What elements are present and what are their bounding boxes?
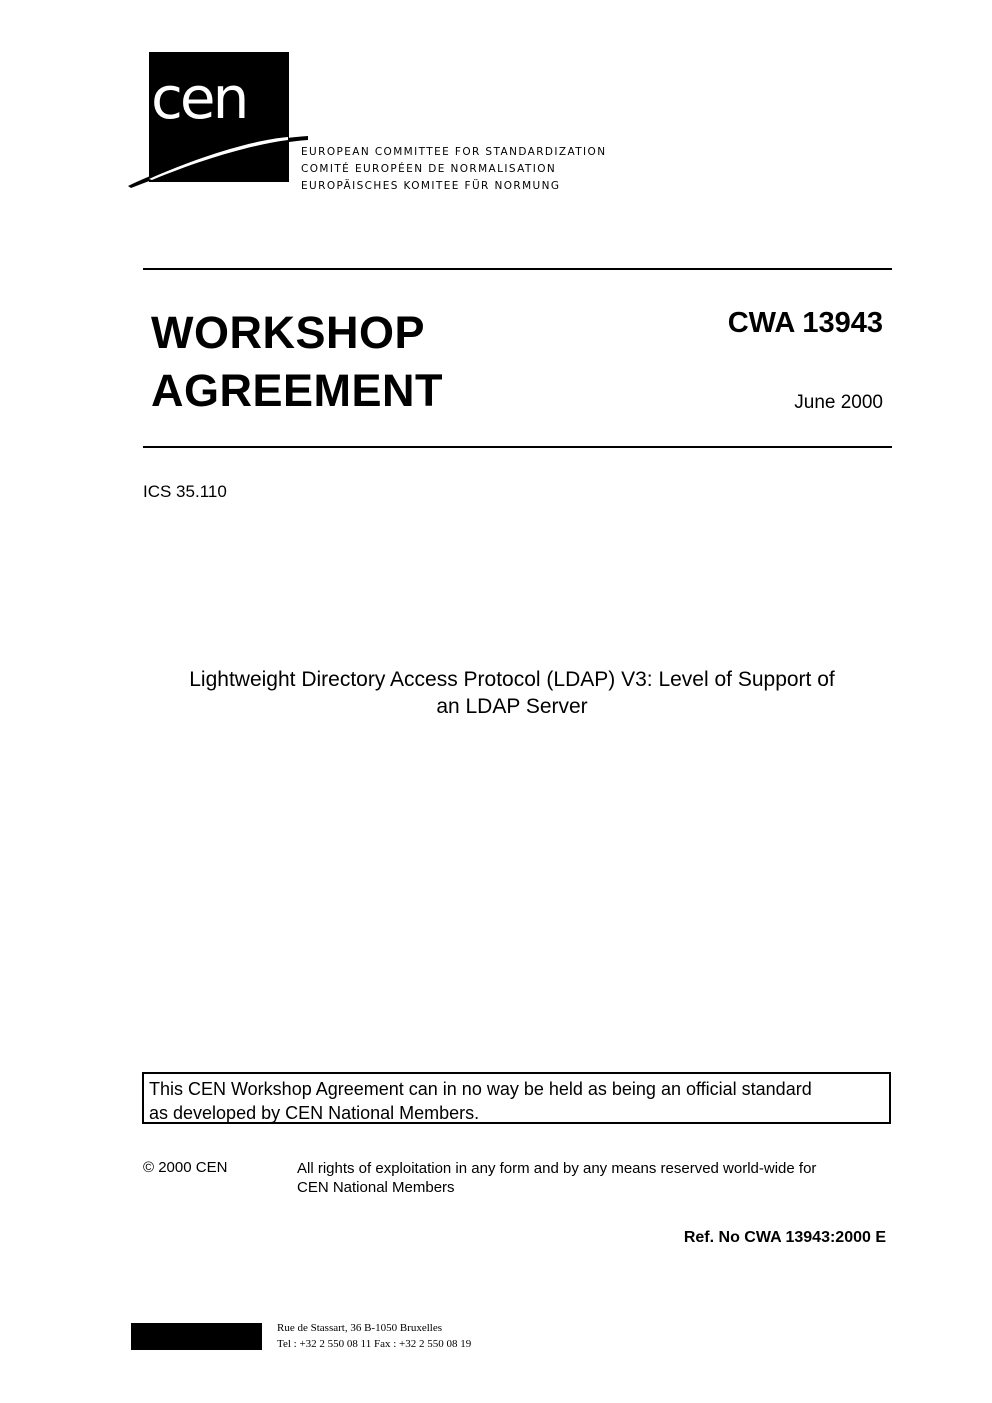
rights-statement (297, 1159, 897, 1197)
disclaimer-box (142, 1072, 891, 1124)
copyright-notice: © 2000 CEN (143, 1159, 228, 1176)
rights-line1: All rights of exploitation in any form and by any means reserved world-wide for (297, 1160, 817, 1177)
document-type (151, 304, 443, 420)
org-name-en: EUROPEAN COMMITTEE FOR STANDARDIZATION (301, 146, 607, 158)
rights-line2: CEN National Members (297, 1179, 455, 1196)
document-number: CWA 13943 (727, 307, 883, 339)
title-line1: Lightweight Directory Access Protocol (LDAP) V3: Level of Support of (189, 668, 835, 691)
footer-bar (131, 1323, 262, 1350)
footer-phone-fax: Tel : +32 2 550 08 11 Fax : +32 2 550 08 19 (277, 1338, 472, 1350)
cen-logo-icon (128, 52, 310, 192)
disclaimer-line1: This CEN Workshop Agreement can in no way be held as being an official standard (149, 1079, 812, 1099)
doc-type-line2: AGREEMENT (151, 365, 444, 416)
logo-wordmark: cen (151, 64, 247, 132)
org-name-fr: COMITÉ EUROPÉEN DE NORMALISATION (301, 163, 557, 175)
bottom-rule (143, 446, 892, 448)
top-rule (143, 268, 892, 270)
disclaimer-line2: as developed by CEN National Members. (149, 1103, 480, 1123)
reference-number: Ref. No CWA 13943:2000 E (683, 1229, 886, 1246)
title-line2: an LDAP Server (436, 695, 588, 718)
logo-swoosh (128, 136, 308, 188)
doc-type-line1: WORKSHOP (151, 307, 425, 358)
ics-code: ICS 35.110 (143, 482, 227, 501)
document-date: June 2000 (794, 392, 883, 413)
document-title (140, 666, 884, 720)
org-name-de: EUROPÄISCHES KOMITEE FÜR NORMUNG (301, 180, 561, 192)
footer-address: Rue de Stassart, 36 B-1050 Bruxelles (277, 1322, 442, 1334)
